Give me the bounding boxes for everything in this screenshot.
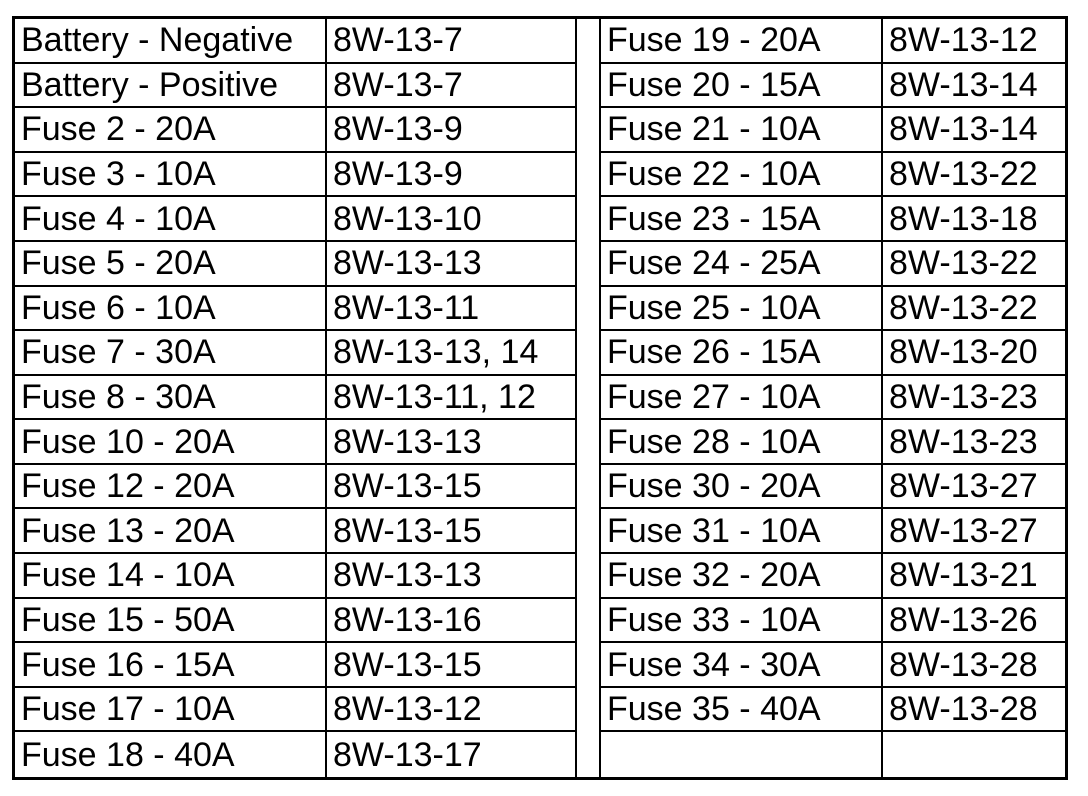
right-fuse-cell: Fuse 20 - 15A	[601, 64, 883, 109]
right-reference-cell: 8W-13-23	[883, 376, 1065, 421]
right-fuse-cell: Fuse 22 - 10A	[601, 153, 883, 198]
left-fuse-cell: Fuse 8 - 30A	[15, 376, 327, 421]
right-fuse-cell: Fuse 31 - 10A	[601, 509, 883, 554]
left-fuse-cell: Fuse 6 - 10A	[15, 287, 327, 332]
right-reference-cell: 8W-13-27	[883, 509, 1065, 554]
left-fuse-cell: Fuse 3 - 10A	[15, 153, 327, 198]
left-reference-cell: 8W-13-15	[327, 509, 577, 554]
left-reference-cell: 8W-13-13	[327, 420, 577, 465]
right-fuse-cell: Fuse 23 - 15A	[601, 197, 883, 242]
left-reference-cell: 8W-13-7	[327, 64, 577, 109]
left-fuse-cell: Fuse 15 - 50A	[15, 599, 327, 644]
left-reference-cell: 8W-13-15	[327, 465, 577, 510]
right-reference-cell: 8W-13-27	[883, 465, 1065, 510]
left-reference-cell: 8W-13-13	[327, 554, 577, 599]
left-reference-cell: 8W-13-9	[327, 153, 577, 198]
left-fuse-cell: Battery - Negative	[15, 19, 327, 64]
right-reference-cell: 8W-13-12	[883, 19, 1065, 64]
right-fuse-cell: Fuse 34 - 30A	[601, 643, 883, 688]
left-reference-cell: 8W-13-10	[327, 197, 577, 242]
right-reference-cell: 8W-13-21	[883, 554, 1065, 599]
right-fuse-cell	[601, 732, 883, 777]
right-reference-cell	[883, 732, 1065, 777]
left-fuse-cell: Fuse 10 - 20A	[15, 420, 327, 465]
left-fuse-cell: Fuse 14 - 10A	[15, 554, 327, 599]
right-reference-cell: 8W-13-22	[883, 153, 1065, 198]
right-fuse-cell: Fuse 33 - 10A	[601, 599, 883, 644]
left-reference-cell: 8W-13-11, 12	[327, 376, 577, 421]
left-fuse-cell: Fuse 5 - 20A	[15, 242, 327, 287]
right-reference-cell: 8W-13-14	[883, 64, 1065, 109]
right-reference-cell: 8W-13-18	[883, 197, 1065, 242]
right-fuse-cell: Fuse 35 - 40A	[601, 688, 883, 733]
right-reference-cell: 8W-13-14	[883, 108, 1065, 153]
right-fuse-cell: Fuse 27 - 10A	[601, 376, 883, 421]
left-fuse-cell: Battery - Positive	[15, 64, 327, 109]
left-reference-cell: 8W-13-11	[327, 287, 577, 332]
fuse-reference-table	[12, 16, 1068, 780]
right-reference-cell: 8W-13-22	[883, 287, 1065, 332]
right-reference-cell: 8W-13-22	[883, 242, 1065, 287]
left-reference-cell: 8W-13-7	[327, 19, 577, 64]
left-reference-cell: 8W-13-12	[327, 688, 577, 733]
right-fuse-cell: Fuse 24 - 25A	[601, 242, 883, 287]
left-fuse-cell: Fuse 4 - 10A	[15, 197, 327, 242]
column-gap	[577, 19, 601, 777]
right-fuse-cell: Fuse 21 - 10A	[601, 108, 883, 153]
right-reference-cell: 8W-13-20	[883, 331, 1065, 376]
left-fuse-cell: Fuse 2 - 20A	[15, 108, 327, 153]
right-reference-cell: 8W-13-26	[883, 599, 1065, 644]
left-fuse-cell: Fuse 18 - 40A	[15, 732, 327, 777]
left-reference-cell: 8W-13-15	[327, 643, 577, 688]
left-reference-cell: 8W-13-17	[327, 732, 577, 777]
right-reference-cell: 8W-13-23	[883, 420, 1065, 465]
right-reference-cell: 8W-13-28	[883, 688, 1065, 733]
right-reference-cell: 8W-13-28	[883, 643, 1065, 688]
right-fuse-cell: Fuse 32 - 20A	[601, 554, 883, 599]
left-reference-cell: 8W-13-16	[327, 599, 577, 644]
left-fuse-cell: Fuse 7 - 30A	[15, 331, 327, 376]
right-fuse-cell: Fuse 19 - 20A	[601, 19, 883, 64]
left-fuse-cell: Fuse 16 - 15A	[15, 643, 327, 688]
right-fuse-cell: Fuse 25 - 10A	[601, 287, 883, 332]
left-reference-cell: 8W-13-13, 14	[327, 331, 577, 376]
left-reference-cell: 8W-13-9	[327, 108, 577, 153]
right-fuse-cell: Fuse 30 - 20A	[601, 465, 883, 510]
left-fuse-cell: Fuse 17 - 10A	[15, 688, 327, 733]
left-fuse-cell: Fuse 12 - 20A	[15, 465, 327, 510]
left-reference-cell: 8W-13-13	[327, 242, 577, 287]
right-fuse-cell: Fuse 28 - 10A	[601, 420, 883, 465]
left-fuse-cell: Fuse 13 - 20A	[15, 509, 327, 554]
right-fuse-cell: Fuse 26 - 15A	[601, 331, 883, 376]
